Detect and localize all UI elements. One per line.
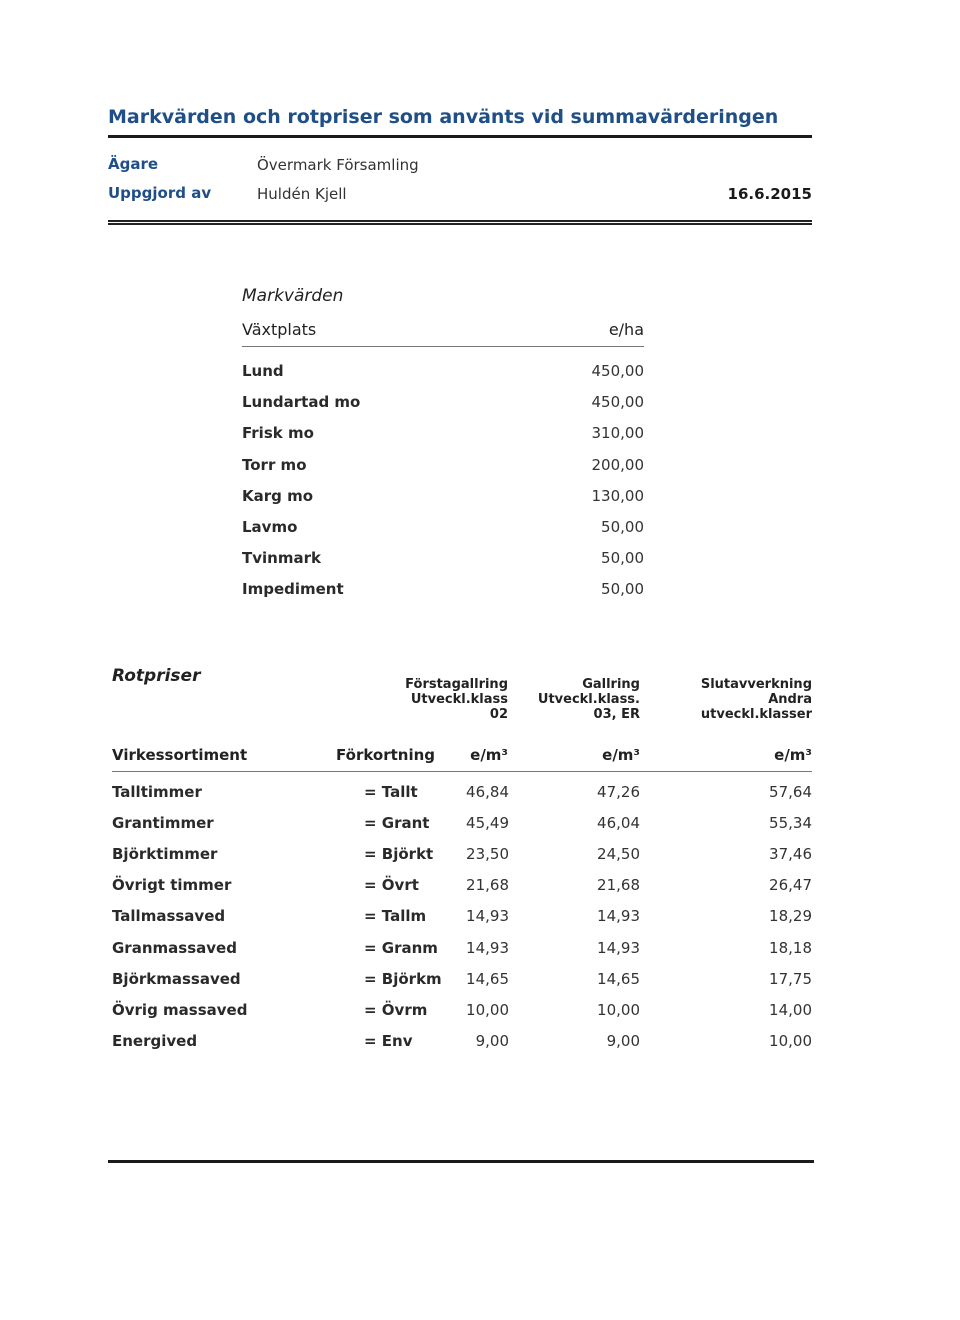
- group-header-line: utveckl.klasser: [700, 707, 812, 722]
- markvarden-header-rule: [242, 346, 644, 347]
- land-value: 450,00: [591, 362, 644, 380]
- price-forstagallring: 9,00: [475, 1031, 509, 1050]
- price-slutavverkning: 10,00: [769, 1031, 812, 1050]
- land-value: 310,00: [591, 424, 644, 443]
- price-forstagallring: 23,50: [466, 845, 509, 864]
- site-type-name: Lavmo: [242, 518, 298, 536]
- assortment-abbreviation: = Övrm: [364, 1000, 428, 1019]
- markvarden-row: [242, 487, 644, 509]
- rotpriser-col-unit-1: e/m³: [470, 746, 508, 764]
- assortment-abbreviation: = Tallt: [364, 783, 418, 801]
- price-gallring: 47,26: [597, 783, 640, 801]
- markvarden-row: [242, 580, 644, 602]
- rotpriser-row: [112, 845, 812, 867]
- markvarden-row: [242, 518, 644, 540]
- group-header-line: Utveckl.klass: [410, 692, 508, 707]
- markvarden-col-unit: e/ha: [608, 320, 644, 339]
- assortment-name: Övrig massaved: [112, 1000, 248, 1019]
- rotpriser-row: [112, 783, 812, 805]
- price-gallring: 14,65: [597, 969, 640, 988]
- group-header-line: 03, ER: [593, 707, 640, 722]
- rotpriser-row: [112, 1032, 812, 1054]
- rotpriser-row: [112, 970, 812, 992]
- assortment-abbreviation: = Granm: [364, 938, 438, 957]
- price-forstagallring: 21,68: [466, 876, 509, 895]
- markvarden-row: [242, 362, 644, 384]
- page-title: Markvärden och rotpriser som använts vid summavärderingen: [108, 106, 779, 128]
- price-slutavverkning: 14,00: [769, 1000, 812, 1019]
- markvarden-heading: Markvärden: [242, 286, 344, 306]
- price-forstagallring: 14,65: [466, 969, 509, 988]
- rotpriser-col-abbreviation: Förkortning: [336, 746, 436, 764]
- assortment-name: Övrigt timmer: [112, 876, 232, 895]
- rotpriser-row: [112, 876, 812, 898]
- price-gallring: 10,00: [597, 1000, 640, 1019]
- price-slutavverkning: 26,47: [769, 876, 812, 895]
- site-type-name: Torr mo: [242, 455, 307, 474]
- group-header-line: Slutavverkning: [700, 677, 812, 692]
- price-forstagallring: 10,00: [466, 1000, 509, 1019]
- owner-value: Övermark Församling: [257, 156, 419, 174]
- price-forstagallring: 14,93: [466, 938, 509, 957]
- rotpriser-col-unit-3: e/m³: [774, 746, 812, 764]
- group-header-line: Gallring: [582, 677, 640, 692]
- assortment-name: Granmassaved: [112, 938, 237, 957]
- prepared-by-label: Uppgjord av: [108, 184, 212, 202]
- price-gallring: 14,93: [597, 907, 640, 926]
- assortment-name: Grantimmer: [112, 814, 214, 833]
- price-gallring: 21,68: [597, 876, 640, 895]
- owner-label: Ägare: [108, 155, 159, 173]
- markvarden-row: [242, 424, 644, 446]
- land-value: 50,00: [601, 518, 644, 536]
- rotpriser-row: [112, 939, 812, 961]
- price-gallring: 14,93: [597, 938, 640, 957]
- assortment-abbreviation: = Övrt: [364, 876, 419, 895]
- price-forstagallring: 45,49: [466, 814, 509, 833]
- site-type-name: Lundartad mo: [242, 393, 361, 412]
- assortment-name: Energived: [112, 1031, 198, 1050]
- group-header-line: Andra: [768, 692, 812, 707]
- site-type-name: Impediment: [242, 580, 344, 599]
- land-value: 450,00: [591, 393, 644, 412]
- assortment-abbreviation: = Björkt: [364, 845, 434, 864]
- land-value: 50,00: [601, 580, 644, 599]
- assortment-abbreviation: = Björkm: [364, 969, 442, 988]
- group-header-line: Förstagallring: [405, 677, 508, 692]
- group-header-slutavverkning: [701, 677, 812, 722]
- site-type-name: Karg mo: [242, 486, 314, 505]
- price-slutavverkning: 55,34: [769, 814, 812, 833]
- rotpriser-row: [112, 907, 812, 929]
- group-header-line: Utveckl.klass.: [537, 692, 640, 707]
- rotpriser-heading: Rotpriser: [112, 666, 201, 686]
- group-header-forstagallring: [405, 677, 508, 722]
- assortment-name: Björktimmer: [112, 845, 218, 864]
- rotpriser-row: [112, 1001, 812, 1023]
- markvarden-row: [242, 456, 644, 478]
- assortment-name: Björkmassaved: [112, 969, 241, 988]
- rotpriser-header-rule: [112, 771, 812, 772]
- rotpriser-col-unit-2: e/m³: [602, 746, 640, 764]
- price-gallring: 24,50: [597, 845, 640, 864]
- footer-divider: [108, 1160, 814, 1163]
- markvarden-row: [242, 549, 644, 571]
- land-value: 130,00: [591, 486, 644, 505]
- price-slutavverkning: 37,46: [769, 845, 812, 864]
- site-type-name: Frisk mo: [242, 424, 314, 443]
- group-header-gallring: [538, 677, 640, 722]
- price-slutavverkning: 18,18: [769, 938, 812, 957]
- site-type-name: Lund: [242, 362, 284, 380]
- price-gallring: 9,00: [606, 1031, 640, 1050]
- price-forstagallring: 46,84: [466, 783, 509, 801]
- price-gallring: 46,04: [597, 814, 640, 833]
- rotpriser-col-assortment: Virkessortiment: [112, 746, 248, 764]
- land-value: 50,00: [601, 549, 644, 568]
- markvarden-col-site: Växtplats: [242, 320, 317, 339]
- assortment-abbreviation: = Grant: [364, 814, 430, 833]
- assortment-name: Tallmassaved: [112, 907, 226, 926]
- assortment-name: Talltimmer: [112, 783, 202, 801]
- group-header-line: 02: [489, 707, 508, 722]
- price-slutavverkning: 18,29: [769, 907, 812, 926]
- prepared-by-value: Huldén Kjell: [257, 185, 347, 203]
- assortment-abbreviation: = Env: [364, 1031, 413, 1050]
- rotpriser-row: [112, 814, 812, 836]
- markvarden-row: [242, 393, 644, 415]
- header-double-divider: [108, 220, 812, 225]
- price-slutavverkning: 57,64: [769, 783, 812, 801]
- land-value: 200,00: [591, 455, 644, 474]
- assortment-abbreviation: = Tallm: [364, 907, 427, 926]
- price-forstagallring: 14,93: [466, 907, 509, 926]
- document-date: 16.6.2015: [727, 185, 812, 203]
- title-divider: [108, 135, 812, 138]
- price-slutavverkning: 17,75: [769, 969, 812, 988]
- site-type-name: Tvinmark: [242, 549, 321, 568]
